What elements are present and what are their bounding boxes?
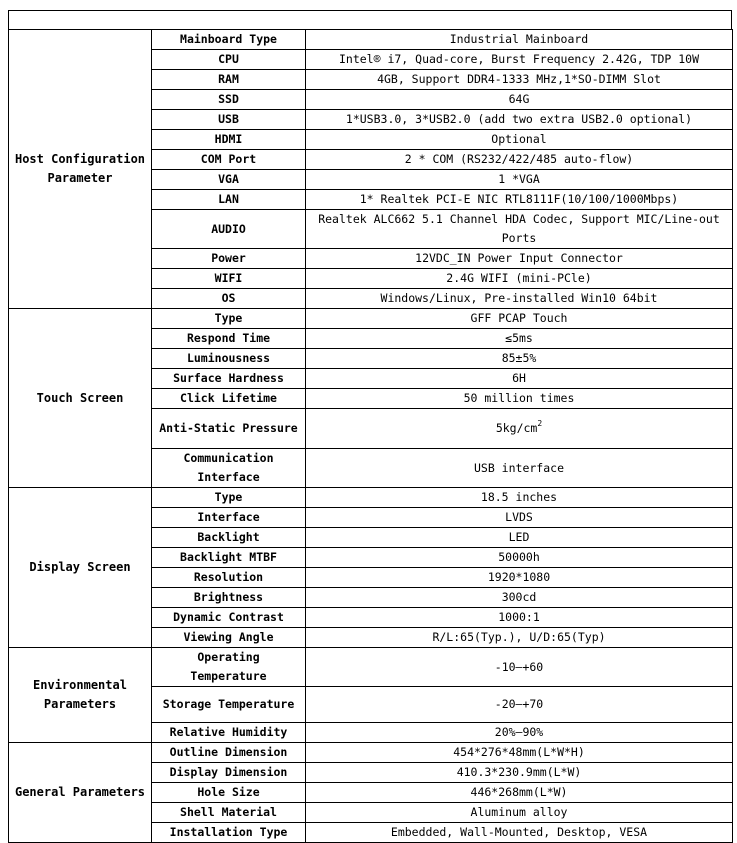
spec-label: Anti-Static Pressure (152, 409, 306, 449)
group-label: Touch Screen (9, 309, 152, 488)
spec-label: Relative Humidity (152, 723, 306, 743)
spec-label: HDMI (152, 130, 306, 150)
spec-value: 18.5 inches (306, 488, 733, 508)
spec-value: 50 million times (306, 389, 733, 409)
spec-label: Interface (152, 508, 306, 528)
spec-label: SSD (152, 90, 306, 110)
spec-label: USB (152, 110, 306, 130)
spec-value: 2.4G WIFI (mini-PCle) (306, 269, 733, 289)
spec-label: OS (152, 289, 306, 309)
spec-label: Display Dimension (152, 763, 306, 783)
spec-value: Intel® i7, Quad-core, Burst Frequency 2.42G, TDP 10W (306, 50, 733, 70)
spec-label: Power (152, 249, 306, 269)
spec-value: 1 *VGA (306, 170, 733, 190)
group-label: Host Configuration Parameter (9, 30, 152, 309)
spec-value: LVDS (306, 508, 733, 528)
spec-value: 2 * COM (RS232/422/485 auto-flow) (306, 150, 733, 170)
spec-label: Viewing Angle (152, 628, 306, 648)
spec-label: Outline Dimension (152, 743, 306, 763)
spec-value: 1000:1 (306, 608, 733, 628)
spec-value: 12VDC_IN Power Input Connector (306, 249, 733, 269)
spec-value: 1* Realtek PCI-E NIC RTL8111F(10/100/1000Mbps) (306, 190, 733, 210)
spec-value: -20—+70 (306, 687, 733, 723)
spec-value: Aluminum alloy (306, 803, 733, 823)
spec-value: LED (306, 528, 733, 548)
spec-value: Embedded, Wall-Mounted, Desktop, VESA (306, 823, 733, 843)
spec-label: CPU (152, 50, 306, 70)
spec-value-superscript: 2 (537, 419, 543, 428)
specification-table (8, 29, 733, 843)
spec-value: ≤5ms (306, 329, 733, 349)
spec-value: GFF PCAP Touch (306, 309, 733, 329)
spec-label: RAM (152, 70, 306, 90)
group-label: Display Screen (9, 488, 152, 648)
spec-label: Operating Temperature (152, 648, 306, 687)
table-title-row (8, 10, 732, 29)
spec-label: Luminousness (152, 349, 306, 369)
group-label: General Parameters (9, 743, 152, 843)
spec-label: Surface Hardness (152, 369, 306, 389)
spec-value (306, 409, 733, 449)
spec-label: Type (152, 309, 306, 329)
spec-label: LAN (152, 190, 306, 210)
spec-value: 410.3*230.9mm(L*W) (306, 763, 733, 783)
spec-label: Mainboard Type (152, 30, 306, 50)
spec-label: Type (152, 488, 306, 508)
table-row (9, 648, 733, 687)
spec-label: Hole Size (152, 783, 306, 803)
spec-value: -10—+60 (306, 648, 733, 687)
spec-value: 454*276*48mm(L*W*H) (306, 743, 733, 763)
spec-value: 4GB, Support DDR4-1333 MHz,1*SO-DIMM Slot (306, 70, 733, 90)
spec-value: USB interface (306, 449, 733, 488)
spec-label: Communication Interface (152, 449, 306, 488)
spec-label: Storage Temperature (152, 687, 306, 723)
spec-label: WIFI (152, 269, 306, 289)
spec-value: Industrial Mainboard (306, 30, 733, 50)
spec-label: Brightness (152, 588, 306, 608)
spec-value: 64G (306, 90, 733, 110)
spec-value: Windows/Linux, Pre-installed Win10 64bit (306, 289, 733, 309)
spec-value: 20%—90% (306, 723, 733, 743)
spec-value: 300cd (306, 588, 733, 608)
table-row (9, 309, 733, 329)
spec-value: R/L:65(Typ.), U/D:65(Typ) (306, 628, 733, 648)
spec-value-text: 5kg/cm (495, 421, 538, 435)
group-label: Environmental Parameters (9, 648, 152, 743)
spec-label: Respond Time (152, 329, 306, 349)
spec-value: 446*268mm(L*W) (306, 783, 733, 803)
table-row (9, 488, 733, 508)
spec-label: VGA (152, 170, 306, 190)
spec-label: Dynamic Contrast (152, 608, 306, 628)
spec-value: Optional (306, 130, 733, 150)
table-row (9, 30, 733, 50)
table-row (9, 743, 733, 763)
spec-value: 85±5% (306, 349, 733, 369)
spec-label: Click Lifetime (152, 389, 306, 409)
spec-label: Installation Type (152, 823, 306, 843)
spec-value: 1920*1080 (306, 568, 733, 588)
spec-sheet (8, 10, 732, 843)
spec-label: Backlight (152, 528, 306, 548)
spec-label: Backlight MTBF (152, 548, 306, 568)
spec-label: Shell Material (152, 803, 306, 823)
spec-value: 1*USB3.0, 3*USB2.0 (add two extra USB2.0 optional) (306, 110, 733, 130)
spec-value: Realtek ALC662 5.1 Channel HDA Codec, Support MIC/Line-out Ports (306, 210, 733, 249)
spec-label: COM Port (152, 150, 306, 170)
spec-label: AUDIO (152, 210, 306, 249)
spec-value: 6H (306, 369, 733, 389)
spec-value: 50000h (306, 548, 733, 568)
spec-label: Resolution (152, 568, 306, 588)
